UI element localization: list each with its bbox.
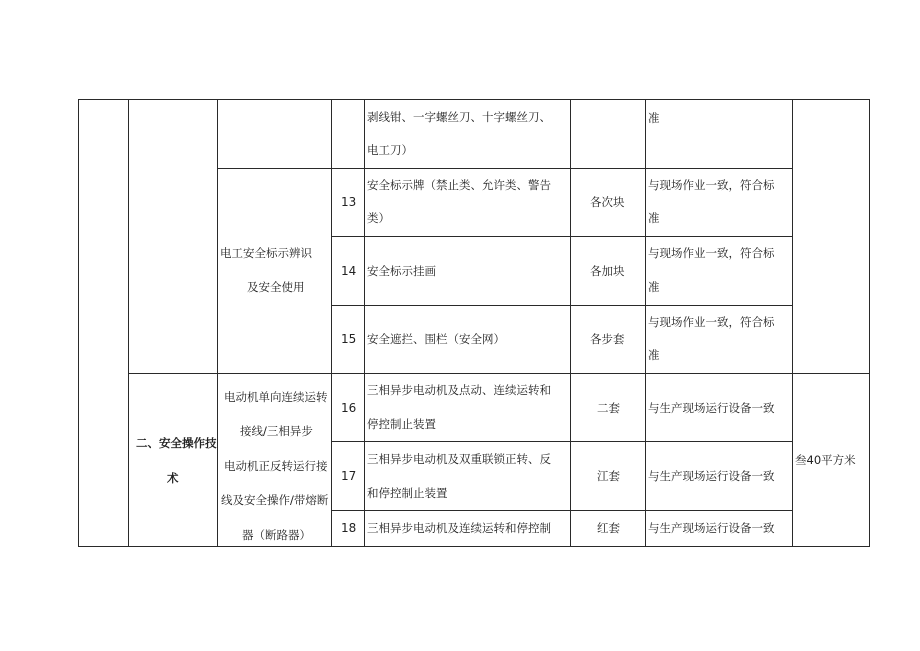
column-divider [869,99,870,546]
standard-text: 与生产现场运行设备一致 [648,469,775,483]
quantity: 各步套 [590,332,625,346]
row-divider [331,305,792,306]
area-requirement: 叁40平方米 [795,453,856,467]
standard-text: 准 [648,280,660,294]
quantity: 各次块 [590,195,625,209]
row-number: 18 [341,521,357,535]
item-text: 剥线钳、一字螺丝刀、十字螺丝刀、 [367,110,551,124]
item-text: 三相异步电动机及连续运转和停控制 [367,521,551,535]
item-text: 停控制止装置 [367,417,436,431]
row-number: 16 [341,401,357,415]
row-number: 17 [341,469,357,483]
item-text: 安全标示挂画 [367,264,436,278]
item-text: 安全标示牌（禁止类、允许类、警告 [367,178,551,192]
standard-text: 与生产现场运行设备一致 [648,401,775,415]
group-label: 电动机单向连续运转 [224,390,328,404]
quantity: 二套 [597,401,620,415]
row-divider [217,168,792,169]
column-divider [78,99,79,546]
row-number: 15 [341,332,357,346]
group-label: 及安全使用 [247,280,305,294]
table-bottom-border [78,546,870,547]
row-number: 13 [341,195,357,209]
row-divider [331,236,792,237]
standard-text: 准 [648,111,660,125]
group-label: 器（断路器） [242,528,311,542]
quantity: 红套 [597,521,620,535]
section-title: 二、安全操作技 [136,436,217,450]
group-label: 电工安全标示辨识 [220,246,312,260]
item-text: 安全遮拦、围栏（安全网） [367,332,505,346]
standard-text: 准 [648,348,660,362]
column-divider [364,99,365,546]
item-text: 类） [367,211,390,225]
standard-text: 与现场作业一致，符合标 [648,178,775,192]
item-text: 电工刀） [367,143,413,157]
column-divider [128,99,129,546]
item-text: 三相异步电动机及双重联锁正转、反 [367,452,551,466]
item-text: 三相异步电动机及点动、连续运转和 [367,383,551,397]
group-label: 接线/三相异步 [240,424,313,438]
table-top-border [78,99,870,100]
group-label: 线及安全操作/带熔断 [221,493,329,507]
column-divider [570,99,571,546]
standard-text: 准 [648,211,660,225]
section-divider [128,373,870,374]
standard-text: 与现场作业一致，符合标 [648,315,775,329]
column-divider [792,99,793,546]
column-divider [331,99,332,546]
standard-text: 与生产现场运行设备一致 [648,521,775,535]
group-label: 电动机正反转运行接 [224,459,328,473]
standard-text: 与现场作业一致，符合标 [648,246,775,260]
row-divider [331,510,792,511]
section-title: 术 [167,471,179,485]
column-divider [645,99,646,546]
item-text: 和停控制止装置 [367,486,448,500]
row-number: 14 [341,264,357,278]
quantity: 各加块 [590,264,625,278]
quantity: 江套 [597,469,620,483]
row-divider [331,441,792,442]
column-divider [217,99,218,546]
